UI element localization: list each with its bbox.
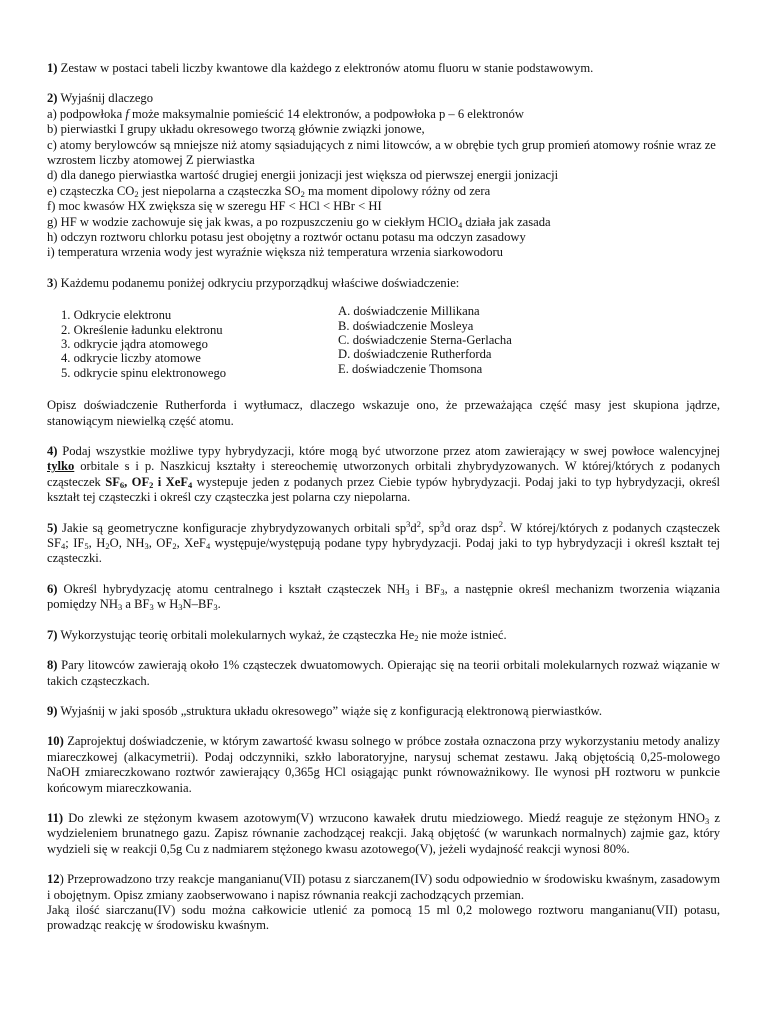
question-number: 12 [47, 872, 60, 887]
item-g: g) HF w wodzie zachowuje się jak kwas, a po rozpuszczeniu go w ciekłym HClO$_4$ działa jak zasada [47, 214, 551, 230]
question-4: 4) Podaj wszystkie możliwe typy hybrydyzacji, które mogą być utworzone przez atom zawierający w swej powłoce walencyjnej tylko orbitale s i p. Naszkicuj kształty i stereochemię utworzonych orbitali zhybrydyzowanych. W której/których z podanych cząsteczek $SF_6$, $OF_2$ i XeF$_4$ wystepuje jeden z podanych przez Ciebie typów hybrydyzacji. Podaj jaki to typ hybrydyzacji, określ kształt tej cząsteczki i określ czy cząsteczka jest polarna czy niepolarna. [47, 444, 720, 505]
question-number: 8) [47, 658, 58, 673]
question-7: 7) Wykorzystując teorię orbitali molekularnych wykaż, że cząsteczka $He_2$ nie może istnieć. [47, 627, 507, 643]
experiments-list [338, 304, 720, 380]
discovery-item: 2. Określenie ładunku elektronu [61, 322, 223, 337]
discovery-item: 1. Odkrycie elektronu [61, 308, 172, 323]
question-number: 6) [47, 581, 58, 596]
item-e: e) cząsteczka $CO_2$ jest niepolarna a cząsteczka $SO_2$ ma moment dipolowy różny od zera [47, 183, 491, 199]
rutherford-task: Opisz doświadczenie Rutherforda i wytłumacz, dlaczego wskazuje ono, że przeważająca część masy jest skupiona jądrze, stanowiącym niewielką część atomu. [47, 398, 720, 428]
item-i: i) temperatura wrzenia wody jest wyraźnie większa niż temperatura wrzenia siarkowodoru [47, 245, 503, 260]
question-3 [47, 276, 720, 291]
question-5: 5) Jakie są geometryczne konfiguracje zhybrydyzowanych orbitali $sp^3d^2$, $sp^3d$ oraz dsp$^2$. W której/których z podanych cząsteczek $SF_4$; $IF_5$, $H_2O$, $NH_3$, $OF_2$, XeF$_4$ występuje/występują podane typy hybrydyzacji. Podaj jaki to typ hybrydyzacji i określ kształt tej cząsteczki. [47, 518, 721, 566]
experiment-item: B. doświadczenie Mosleya [338, 318, 474, 333]
question-text: Pary litowców zawierają około 1% cząsteczek dwuatomowych. Opierając się na teorii orbitali molekularnych rozważ wiązanie w takich cząsteczkach. [47, 658, 720, 688]
question-2 [47, 91, 720, 260]
question-number: 7) [47, 627, 58, 642]
question-9 [47, 704, 720, 719]
question-8 [47, 658, 720, 689]
question-10 [47, 734, 720, 796]
question-number: 4) [47, 444, 58, 459]
item-c: c) atomy berylowców są mniejsze niż atomy sąsiadujących z nimi litowców, a w obrębie tych grup promień atomowy rośnie wraz ze wzrostem liczby atomowej Z pierwiastka [47, 137, 716, 168]
item-h: h) odczyn roztworu chlorku potasu jest obojętny a roztwór octanu potasu ma odczyn zasadowy [47, 230, 526, 245]
discovery-item: 4. odkrycie liczby atomowe [61, 351, 201, 366]
item-f: f) moc kwasów HX zwiększa się w szeregu HF < HCl < HBr < HI [47, 199, 382, 214]
question-text: Wyjaśnij dlaczego [57, 91, 154, 106]
question-number: 3 [47, 275, 54, 290]
question-number: 10) [47, 734, 64, 749]
question-11: 11) Do zlewki ze stężonym kwasem azotowym(V) wrzucono kawałek drutu miedziowego. Miedź reaguje ze stężonym $HNO_3$ z wydzieleniem brunatnego gazu. Zapisz równanie zachodzącej reakcji. Jaką objętość (w warunkach normalnych) zajmie gaz, który wydzieli się w reakcji 0,5g Cu z nadmiarem stężonego kwasu azotowego(V), jeżeli wydajność reakcji wynosi 80%. [47, 810, 720, 856]
question-text: ) Każdemu podanemu poniżej odkryciu przyporządkuj właściwe doświadczenie: [53, 275, 460, 290]
discoveries-list [61, 304, 338, 380]
experiment-item: E. doświadczenie Thomsona [338, 361, 483, 376]
question-text: Zaprojektuj doświadczenie, w którym zawartość kwasu solnego w próbce została oznaczona przy wykorzystaniu metody analizy miareczkowej (alkacymetrii). Podaj odczynniki, szkło laboratoryjne, narysuj schemat zestawu. Jaką objętością 0,25-molowego NaOH zmiareczkowano roztwór zawierający 0,365g HCl osiągając punkt równoważnikowy. Ile wynosi pH roztworu w punkcie końcowym miareczkowania. [47, 734, 720, 795]
experiment-item: D. doświadczenie Rutherforda [338, 347, 492, 362]
question-6: 6) Określ hybrydyzację atomu centralnego i kształt cząsteczek $NH_3$ i $BF_3$, a następnie określ mechanizm tworzenia wiązania pomiędzy $NH_3$ a $BF_3$ w $H_3N-BF_3$. [47, 581, 721, 613]
discovery-item: 3. odkrycie jądra atomowego [61, 337, 208, 352]
question-number: 9) [47, 703, 58, 718]
experiment-item: A. doświadczenie Millikana [338, 304, 480, 319]
matching-lists [61, 304, 720, 380]
emphasis-tylko: tylko [47, 459, 75, 474]
question-12-calculation: Jaką ilość siarczanu(IV) sodu można całkowicie utlenić za pomocą 15 ml 0,2 molowego roztworu manganianu(VII) potasu, prowadząc reakcję w środowisku kwaśnym. [47, 902, 720, 933]
question-number: 11) [47, 810, 64, 825]
question-text: Zestaw w postaci tabeli liczby kwantowe dla każdego z elektronów atomu fluoru w stanie podstawowym. [57, 61, 594, 75]
question-number: 1) [47, 61, 58, 75]
item-b: b) pierwiastki I grupy układu okresowego tworzą głównie związki jonowe, [47, 122, 425, 137]
item-a: a) podpowłoka f może maksymalnie pomieścić 14 elektronów, a podpowłoka p – 6 elektronów [47, 106, 524, 121]
question-number: 2) [47, 91, 58, 106]
discovery-item: 5. odkrycie spinu elektronowego [61, 365, 227, 380]
question-12: 12) Przeprowadzono trzy reakcje manganianu(VII) potasu z siarczanem(IV) sodu odpowiednio w środowisku kwaśnym, zasadowym i obojętnym. Opisz zmiany zaobserwowano i napisz równania reakcji zachodzących przemian. Jaką ilość siarczanu(IV) sodu można całkowicie utlenić za pomocą 15 ml 0,2 molowego roztworu manganianu(VII) potasu, prowadząc reakcję w środowisku kwaśnym. [47, 872, 720, 933]
question-number: 5) [47, 520, 58, 535]
question-1 [47, 61, 720, 76]
question-text: Wyjaśnij w jaki sposób „struktura układu okresowego” wiąże się z konfiguracją elektronową pierwiastków. [57, 703, 602, 718]
experiment-item: C. doświadczenie Sterna-Gerlacha [338, 333, 512, 348]
item-d: d) dla danego pierwiastka wartość drugiej energii jonizacji jest większa od pierwszej energii jonizacji [47, 168, 559, 183]
